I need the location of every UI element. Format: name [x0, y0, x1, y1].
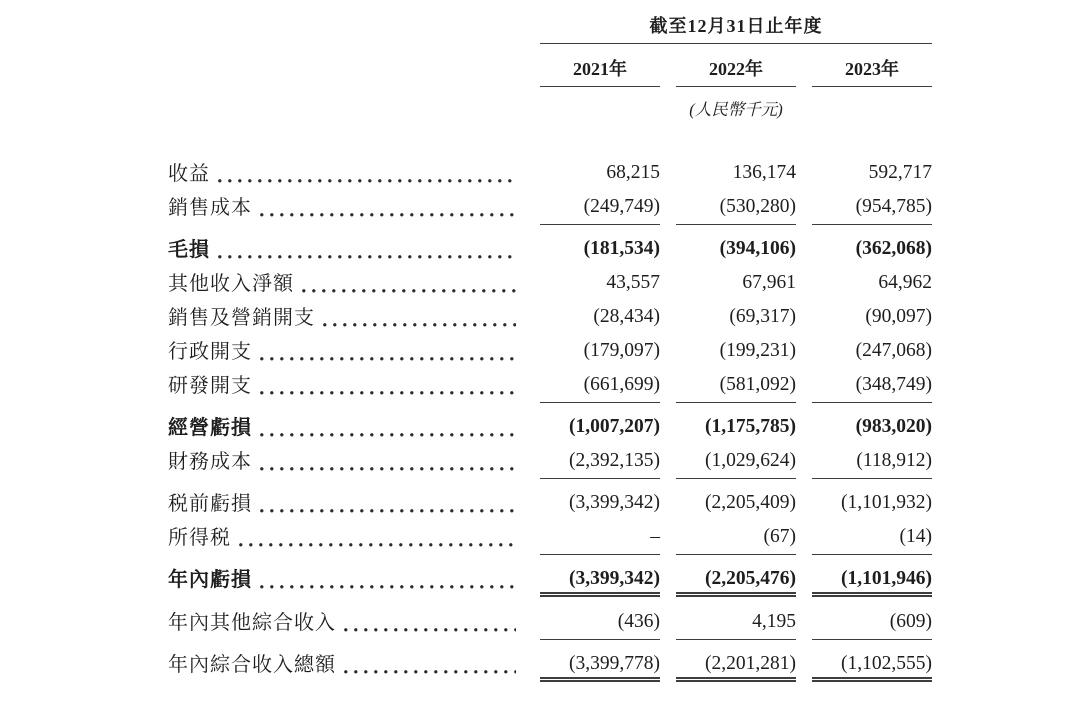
dot-leader: [323, 323, 516, 327]
row-label-cell: [168, 445, 520, 479]
cell-value-2022年: (199,231): [719, 340, 796, 361]
row-label-cell: [168, 606, 520, 640]
cell-value-2021年: (249,749): [540, 191, 660, 225]
row-label-cell: [168, 301, 520, 335]
row-label: 銷售及營銷開支: [168, 307, 315, 329]
cell-value-2023年: (118,912): [812, 445, 932, 479]
dot-leader: [260, 213, 516, 217]
table-row: [168, 233, 932, 267]
row-label: 所得税: [168, 527, 231, 549]
row-label: 研發開支: [168, 375, 252, 397]
dot-leader: [260, 357, 516, 361]
cell-value-2022年: (394,106): [719, 238, 796, 259]
cell-value-2023年: (1,101,946): [812, 563, 932, 597]
cell-value-2022年: (2,205,476): [676, 563, 796, 597]
cell-value-2023年: 64,962: [878, 272, 932, 293]
row-label: 其他收入淨額: [168, 273, 294, 295]
dot-leader: [260, 433, 516, 437]
row-label: 銷售成本: [168, 197, 252, 219]
row-label: 財務成本: [168, 451, 252, 473]
year-header-row: [540, 44, 932, 87]
table-row: [168, 267, 932, 301]
row-label-cell: [168, 157, 520, 191]
row-label: 年內其他綜合收入: [168, 612, 336, 634]
dot-leader: [239, 543, 516, 547]
table-row: [168, 648, 932, 682]
row-label-cell: [168, 267, 520, 301]
year-column-2023: 2023年: [812, 44, 932, 87]
dot-leader: [218, 179, 516, 183]
table-row: [168, 521, 932, 555]
cell-value-2023年: (362,068): [855, 238, 932, 259]
cell-value-2023年: (90,097): [865, 306, 932, 327]
cell-value-2022年: 4,195: [676, 606, 796, 640]
table-row: [168, 335, 932, 369]
table-header: [540, 14, 932, 120]
row-label: 行政開支: [168, 341, 252, 363]
row-label-cell: [168, 521, 520, 555]
row-label-cell: [168, 369, 520, 403]
table-row: [168, 411, 932, 445]
cell-value-2022年: 136,174: [732, 162, 796, 183]
cell-value-2022年: (530,280): [676, 191, 796, 225]
dot-leader: [302, 289, 516, 293]
dot-leader: [260, 585, 516, 589]
year-column-2022: 2022年: [676, 44, 796, 87]
cell-value-2021年: (3,399,342): [540, 563, 660, 597]
row-label: 税前虧損: [168, 493, 252, 515]
cell-value-2023年: (1,102,555): [812, 648, 932, 682]
cell-value-2022年: (2,201,281): [676, 648, 796, 682]
dot-leader: [260, 391, 516, 395]
cell-value-2021年: –: [540, 521, 660, 555]
row-label-cell: [168, 648, 520, 682]
cell-value-2021年: (181,534): [583, 238, 660, 259]
row-label-cell: [168, 191, 520, 225]
cell-value-2022年: (67): [676, 521, 796, 555]
table-row: [168, 191, 932, 225]
cell-value-2023年: (14): [812, 521, 932, 555]
cell-value-2023年: 592,717: [868, 162, 932, 183]
row-label: 年內綜合收入總額: [168, 654, 336, 676]
cell-value-2022年: (1,029,624): [676, 445, 796, 479]
dot-leader: [344, 628, 516, 632]
cell-value-2022年: (581,092): [676, 369, 796, 403]
cell-value-2021年: (1,007,207): [569, 416, 660, 437]
cell-value-2021年: (3,399,342): [569, 492, 660, 513]
cell-value-2023年: (348,749): [812, 369, 932, 403]
table-row: [168, 563, 932, 597]
cell-value-2022年: (69,317): [729, 306, 796, 327]
cell-value-2023年: (609): [812, 606, 932, 640]
table-row: [168, 606, 932, 640]
row-label-cell: [168, 487, 520, 521]
cell-value-2021年: (3,399,778): [540, 648, 660, 682]
cell-value-2021年: (661,699): [540, 369, 660, 403]
row-label: 毛損: [168, 239, 210, 261]
cell-value-2021年: (2,392,135): [540, 445, 660, 479]
table-row: [168, 487, 932, 521]
table-row: [168, 445, 932, 479]
period-header: 截至12月31日止年度: [540, 14, 932, 44]
row-label: 經營虧損: [168, 417, 252, 439]
cell-value-2021年: 43,557: [606, 272, 660, 293]
cell-value-2023年: (954,785): [812, 191, 932, 225]
cell-value-2021年: 68,215: [606, 162, 660, 183]
cell-value-2022年: (1,175,785): [705, 416, 796, 437]
cell-value-2021年: (436): [540, 606, 660, 640]
table-row: [168, 157, 932, 191]
table-row: [168, 369, 932, 403]
row-label-cell: [168, 563, 520, 597]
cell-value-2023年: (983,020): [855, 416, 932, 437]
cell-value-2023年: (1,101,932): [841, 492, 932, 513]
cell-value-2022年: 67,961: [742, 272, 796, 293]
table-row: [168, 301, 932, 335]
cell-value-2021年: (28,434): [593, 306, 660, 327]
dot-leader: [260, 467, 516, 471]
dot-leader: [344, 670, 516, 674]
dot-leader: [260, 509, 516, 513]
cell-value-2023年: (247,068): [855, 340, 932, 361]
cell-value-2022年: (2,205,409): [705, 492, 796, 513]
row-label: 年內虧損: [168, 569, 252, 591]
row-label-cell: [168, 411, 520, 445]
row-label-cell: [168, 335, 520, 369]
table-rows: [168, 157, 932, 682]
row-label-cell: [168, 233, 520, 267]
row-label: 收益: [168, 163, 210, 185]
year-column-2021: 2021年: [540, 44, 660, 87]
currency-unit-note: (人民幣千元): [689, 100, 783, 119]
cell-value-2021年: (179,097): [583, 340, 660, 361]
dot-leader: [218, 255, 516, 259]
